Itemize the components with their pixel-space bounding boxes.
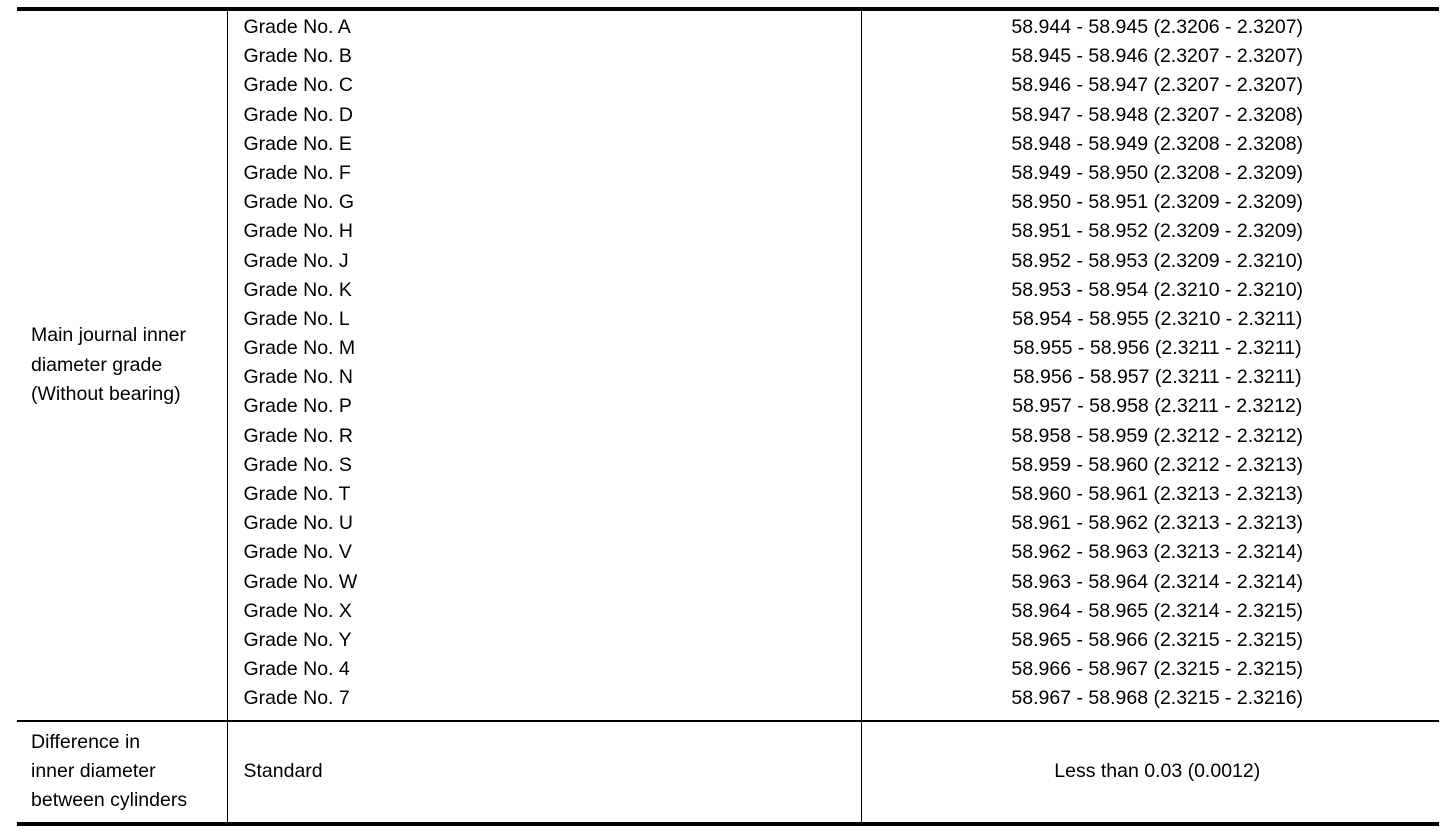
difference-label-line: between cylinders — [31, 789, 188, 812]
grade-name: Grade No. 4 — [243, 658, 350, 681]
grade-value: 58.957 - 58.958 (2.3211 - 2.3212) — [1012, 395, 1303, 418]
main-journal-label-line: diameter grade — [31, 353, 163, 376]
grade-value: 58.954 - 58.955 (2.3210 - 2.3211) — [1012, 307, 1303, 330]
grade-name: Grade No. C — [243, 74, 353, 97]
grade-name: Grade No. V — [243, 541, 352, 564]
grade-value: 58.952 - 58.953 (2.3209 - 2.3210) — [1011, 249, 1304, 272]
grade-value: 58.947 - 58.948 (2.3207 - 2.3208) — [1011, 103, 1304, 126]
value-list — [861, 9, 1439, 721]
grade-list — [227, 9, 861, 721]
spec-table — [17, 7, 1439, 826]
grade-name: Grade No. U — [243, 512, 353, 535]
grade-name: Grade No. S — [243, 453, 352, 476]
grade-name: Grade No. Y — [243, 628, 352, 651]
main-journal-label-line: (Without bearing) — [31, 382, 181, 405]
grade-name: Grade No. F — [243, 161, 351, 184]
grade-value: 58.948 - 58.949 (2.3208 - 2.3208) — [1011, 132, 1304, 155]
grade-name: Grade No. J — [243, 249, 349, 272]
grade-value: 58.949 - 58.950 (2.3208 - 2.3209) — [1011, 161, 1304, 184]
grade-value: 58.966 - 58.967 (2.3215 - 2.3215) — [1011, 658, 1304, 681]
difference-label-line: inner diameter — [31, 759, 156, 782]
difference-label — [17, 721, 227, 824]
grade-name: Grade No. W — [243, 570, 358, 593]
grade-value: 58.960 - 58.961 (2.3213 - 2.3213) — [1011, 483, 1304, 505]
grade-value: 58.959 - 58.960 (2.3212 - 2.3213) — [1011, 453, 1304, 476]
grade-value: 58.964 - 58.965 (2.3214 - 2.3215) — [1011, 599, 1304, 622]
difference-block — [17, 721, 1439, 824]
grade-name: Grade No. B — [243, 45, 352, 68]
grade-value: 58.956 - 58.957 (2.3211 - 2.3211) — [1012, 366, 1302, 389]
grade-value: 58.958 - 58.959 (2.3212 - 2.3212) — [1011, 424, 1304, 447]
grade-value: 58.951 - 58.952 (2.3209 - 2.3209) — [1011, 220, 1304, 243]
grade-value: 58.962 - 58.963 (2.3213 - 2.3214) — [1011, 541, 1304, 564]
grade-value: 58.955 - 58.956 (2.3211 - 2.3211) — [1012, 337, 1302, 360]
grade-value: 58.967 - 58.968 (2.3215 - 2.3216) — [1011, 687, 1304, 710]
grade-name: Grade No. L — [243, 307, 350, 330]
difference-value: Less than 0.03 (0.0012) — [861, 721, 1439, 824]
grade-name: Grade No. X — [243, 599, 352, 622]
grade-name: Grade No. 7 — [243, 687, 350, 710]
grade-value: 58.953 - 58.954 (2.3210 - 2.3210) — [1011, 278, 1304, 301]
difference-label-line: Difference in — [31, 730, 141, 753]
grade-value: 58.961 - 58.962 (2.3213 - 2.3213) — [1011, 512, 1304, 535]
grade-name: Grade No. M — [243, 337, 356, 360]
grade-name: Grade No. R — [243, 424, 353, 447]
grade-name: Grade No. P — [243, 395, 352, 418]
grade-name: Grade No. H — [243, 220, 353, 243]
grade-name: Grade No. K — [243, 278, 352, 301]
main-journal-block — [17, 9, 1439, 721]
main-journal-label-line: Main journal inner — [31, 324, 187, 347]
grade-value: 58.944 - 58.945 (2.3206 - 2.3207) — [1011, 16, 1304, 38]
grade-value: 58.965 - 58.966 (2.3215 - 2.3215) — [1011, 628, 1304, 651]
grade-name: Grade No. D — [243, 103, 353, 126]
grade-name: Grade No. A — [243, 16, 351, 38]
main-journal-label — [17, 9, 227, 721]
grade-value: 58.946 - 58.947 (2.3207 - 2.3207) — [1011, 74, 1304, 97]
grade-name: Grade No. E — [243, 132, 352, 155]
grade-name: Grade No. T — [243, 483, 351, 505]
grade-value: 58.945 - 58.946 (2.3207 - 2.3207) — [1011, 45, 1304, 68]
grade-name: Grade No. G — [243, 191, 355, 214]
grade-value: 58.950 - 58.951 (2.3209 - 2.3209) — [1011, 191, 1304, 214]
grade-value: 58.963 - 58.964 (2.3214 - 2.3214) — [1011, 570, 1304, 593]
grade-name: Grade No. N — [243, 366, 353, 389]
difference-grade: Standard — [227, 721, 861, 824]
